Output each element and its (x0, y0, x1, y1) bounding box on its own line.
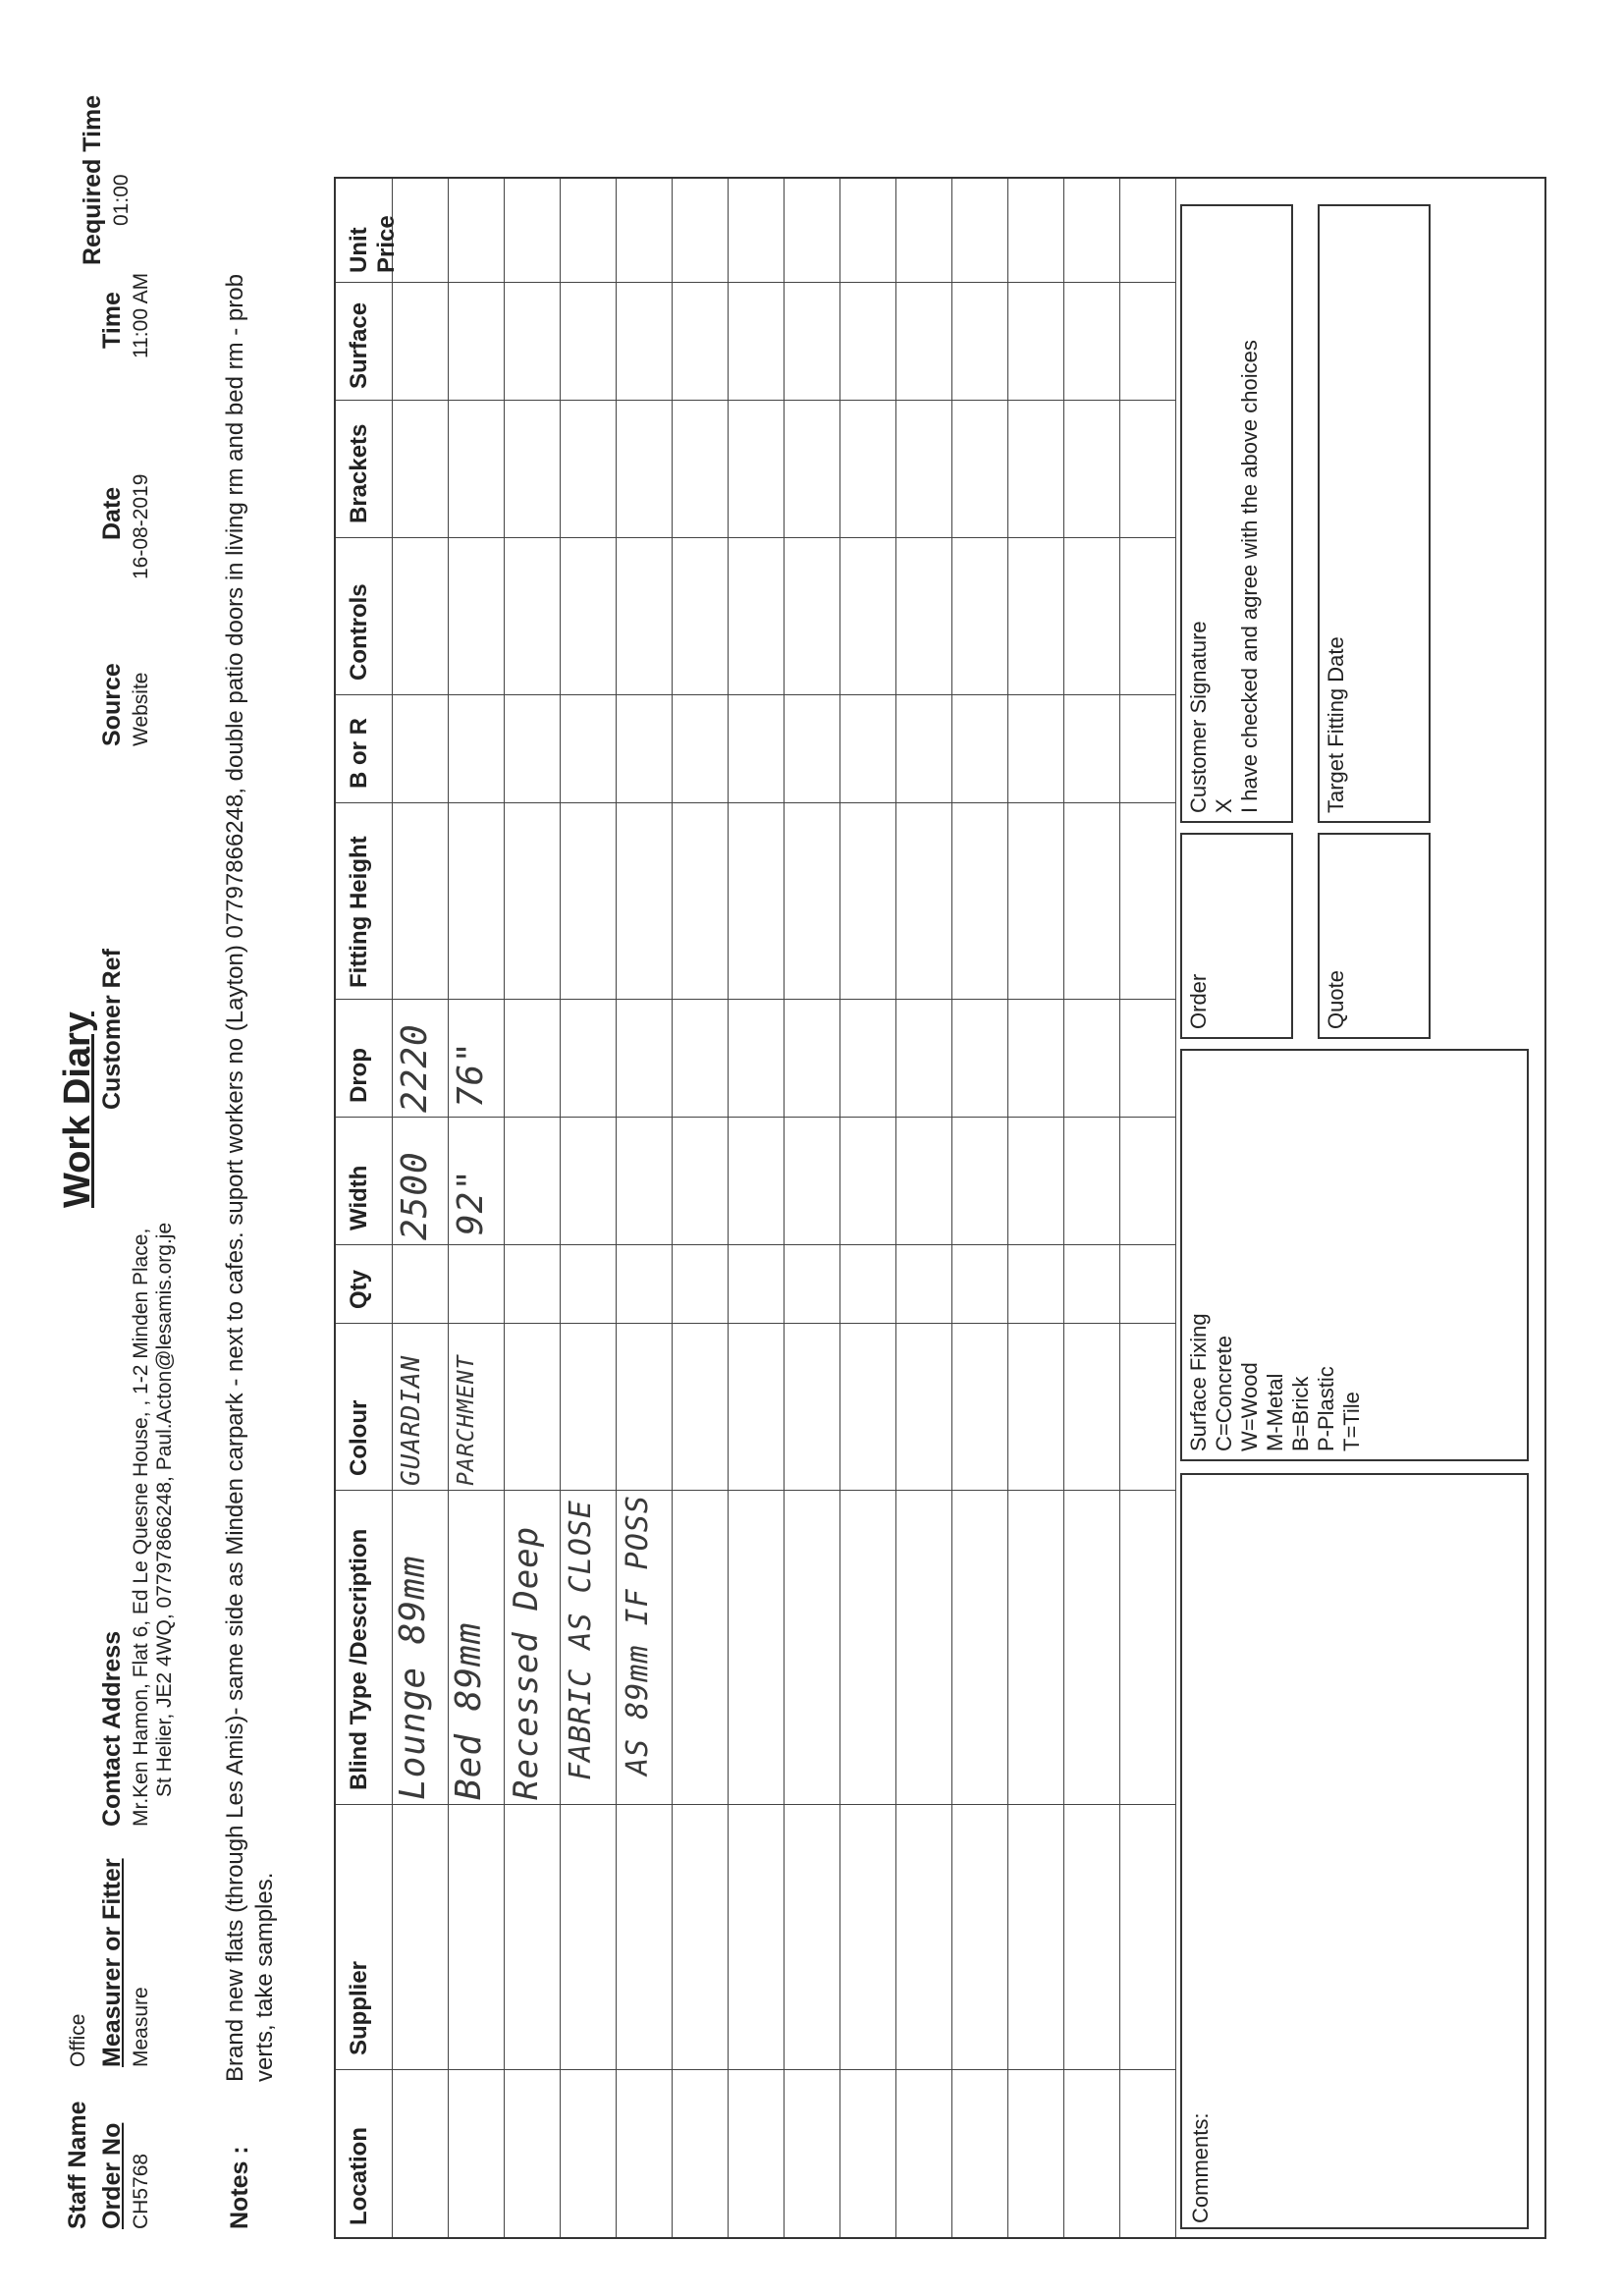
source-value: Website (130, 672, 152, 746)
table-row (616, 179, 673, 2237)
notes-label: Notes : (226, 2146, 253, 2229)
column-divider (336, 802, 1175, 803)
customer-ref-label: Customer Ref (98, 949, 126, 1110)
order-label: Order (1186, 973, 1211, 1029)
column-divider (336, 1323, 1175, 1324)
table-row (728, 179, 785, 2237)
column-header: Brackets (346, 423, 372, 523)
table-row (951, 179, 1008, 2237)
items-table (334, 177, 1546, 2239)
table-row (504, 179, 561, 2237)
signature-mark: X (1212, 798, 1236, 813)
column-header: Colour (346, 1399, 372, 1476)
handwritten-description: Lounge 89mm (393, 1555, 433, 1800)
handwritten-drop: 76" (451, 1040, 491, 1108)
work-diary-form (59, 59, 1571, 2239)
staff-name-value: Office (67, 2013, 89, 2067)
contact-address-line1: Mr.Ken Hamon, Flat 6, Ed Le Quesne House, , 1-2 Minden Place, (130, 1228, 152, 1827)
date-value: 16-08-2019 (130, 473, 152, 579)
measurer-value: Measure (130, 1987, 152, 2067)
customer-signature-label: Customer Signature (1186, 621, 1211, 813)
column-divider (336, 1244, 1175, 1245)
surface-fixing-line: B=Brick (1288, 1376, 1313, 1451)
table-row (1119, 179, 1176, 2237)
time-value: 11:00 AM (130, 272, 152, 358)
column-header: Blind Type /Description (346, 1528, 372, 1790)
column-divider (336, 999, 1175, 1000)
column-header: Supplier (346, 1960, 372, 2055)
comments-box (1180, 1473, 1529, 2229)
column-header: Fitting Height (346, 836, 372, 988)
time-label: Time (98, 292, 126, 349)
surface-fixing-line: T=Tile (1339, 1392, 1364, 1451)
column-divider (336, 1804, 1175, 1805)
handwritten-description: Recessed Deep (507, 1525, 546, 1800)
table-row (784, 179, 840, 2237)
notes-text: Brand new flats (through Les Amis)- same side as Minden carpark - next to cafes. suport workers no (Layton) 07797866248, double patio doors in living rm and bed rm - prob verts, take samples. (222, 274, 278, 2082)
table-row (1007, 179, 1064, 2237)
column-header: Location (346, 2127, 372, 2225)
column-divider (336, 400, 1175, 401)
order-no-value: CH5768 (130, 2153, 152, 2229)
target-fitting-date-label: Target Fitting Date (1324, 636, 1348, 813)
column-divider (336, 1117, 1175, 1118)
handwritten-width: 92" (451, 1168, 491, 1235)
comments-label: Comments: (1188, 2112, 1213, 2223)
handwritten-colour: PARCHMENT (454, 1354, 479, 1486)
page-title: Work Diary (57, 1011, 98, 1208)
handwritten-width: 2500 (395, 1151, 435, 1240)
measurer-label: Measurer or Fitter (98, 1858, 126, 2067)
required-time-value: 01:00 (110, 174, 133, 226)
table-row (839, 179, 896, 2237)
date-label: Date (98, 486, 126, 540)
column-header: Unit Price (346, 215, 400, 273)
column-divider (336, 2069, 1175, 2070)
surface-fixing-line: C=Concrete (1212, 1335, 1236, 1451)
handwritten-description: FABRIC AS CLOSE (564, 1500, 598, 1780)
handwritten-description: Bed 89mm (449, 1621, 489, 1800)
table-row (895, 179, 952, 2237)
column-header: Width (346, 1165, 372, 1230)
column-divider (336, 282, 1175, 283)
quote-label: Quote (1324, 970, 1348, 1029)
contact-address-line2: St Helier, JE2 4WQ, 07797866248, Paul.Acton@lesamis.org.je (153, 1222, 176, 1797)
surface-fixing-line: W=Wood (1237, 1362, 1262, 1451)
handwritten-description: AS 89mm IF POSS (621, 1495, 655, 1776)
required-time-label: Required Time (79, 94, 106, 265)
source-label: Source (98, 663, 126, 746)
column-divider (336, 537, 1175, 538)
handwritten-drop: 2220 (395, 1023, 435, 1113)
order-no-label: Order No (98, 2122, 126, 2229)
staff-name-label: Staff Name (64, 2101, 91, 2229)
agree-text: I have checked and agree with the above choices (1237, 340, 1262, 813)
surface-fixing-line: M-Metal (1263, 1373, 1287, 1451)
column-divider (336, 1490, 1175, 1491)
handwritten-colour: GUARDIAN (397, 1354, 426, 1486)
table-row (560, 179, 617, 2237)
column-header: Qty (346, 1269, 372, 1309)
column-header: Controls (346, 583, 372, 681)
column-header: Surface (346, 301, 372, 389)
table-row (1063, 179, 1120, 2237)
column-divider (336, 694, 1175, 695)
column-header: Drop (346, 1048, 372, 1103)
surface-fixing-line: P-Plastic (1314, 1366, 1338, 1451)
surface-fixing-line: Surface Fixing (1186, 1313, 1211, 1451)
column-header: B or R (346, 718, 372, 789)
table-row (672, 179, 729, 2237)
contact-address-label: Contact Address (98, 1630, 126, 1827)
